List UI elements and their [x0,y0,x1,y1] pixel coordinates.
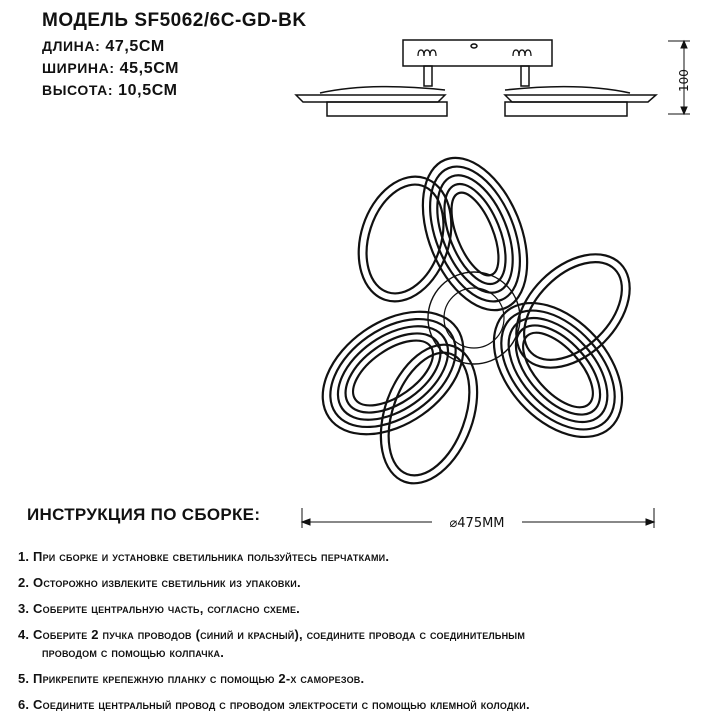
spec-length-value: 47,5СМ [105,38,165,55]
spec-width-value: 45,5СМ [119,60,180,77]
instructions-title: ИНСТРУКЦИЯ ПО СБОРКЕ: [27,505,261,524]
stem-right [521,66,529,86]
instruction-step-1: 1. При сборке и установке светильника пользуйтесь перчатками. [18,549,390,564]
ring-top-center [402,143,547,326]
ring-top-left [343,165,466,314]
side-ring-left [296,95,445,102]
ring-left [300,286,486,459]
ring-bottom-right [469,279,648,462]
instruction-step-3: 3. Соберите центральную часть, согласно схеме. [18,601,300,616]
terminal-left [418,50,436,56]
diameter-dimension-label: ⌀475ММ [449,516,505,531]
spec-height-label: ВЫСОТА: [42,82,114,98]
side-base-left [327,102,447,116]
side-ring-right [505,95,656,102]
side-base-right [505,102,627,116]
spec-width-label: ШИРИНА: [42,60,115,76]
instruction-step-6: 6. Соедините центральный провод с проводом электросети с помощью клемной колодки. [18,697,530,712]
instruction-step-2: 2. Осторожно извлеките светильник из упаковки. [18,575,301,590]
stem-left [424,66,432,86]
spec-length-label: ДЛИНА: [42,38,101,54]
height-dimension-label: 100 [677,69,691,92]
side-view-drawing [296,40,656,116]
instructions-list [18,548,718,722]
mounting-plate [403,40,552,66]
ring-bottom [363,331,495,496]
ring-right [495,233,652,390]
model-title: МОДЕЛЬ SF5062/6C-GD-BK [42,10,307,31]
instruction-step-4: 4. Соберите 2 пучка проводов (синий и красный), соедините провода с соединительным проводом с помощью колпачка. [18,627,526,660]
center-hole [471,44,477,48]
top-view-drawing [300,143,652,497]
spec-height-value: 10,5СМ [118,82,178,99]
terminal-right [513,50,531,56]
instruction-step-5: 5. Прикрепите крепежную планку с помощью 2-х саморезов. [18,671,365,686]
